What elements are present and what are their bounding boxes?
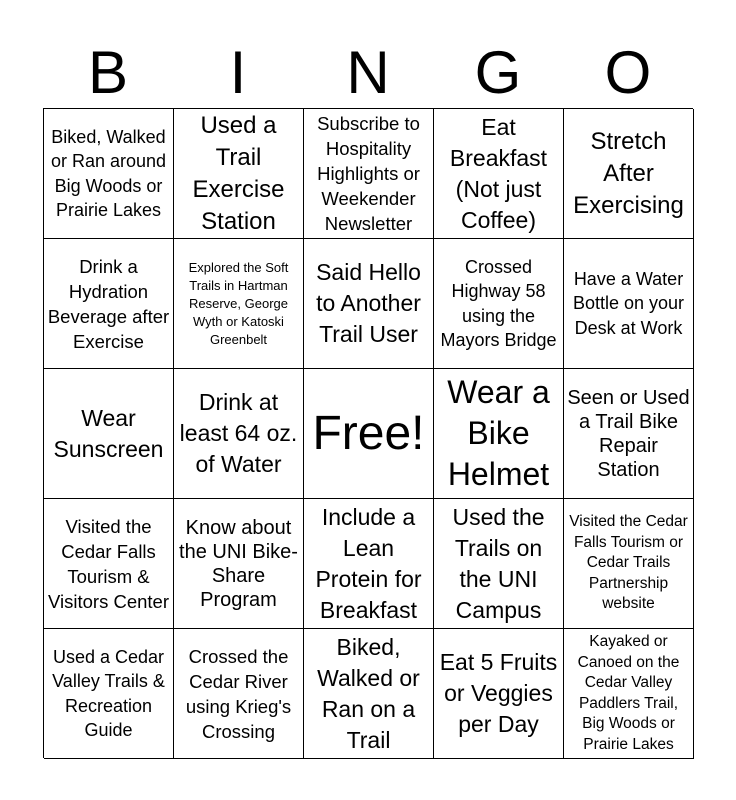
cell-text: Explored the Soft Trails in Hartman Reserve, George Wyth or Katoski Greenbelt <box>188 259 289 347</box>
cell-text: Kayaked or Canoed on the Cedar Valley Paddlers Trail, Big Woods or Prairie Lakes <box>577 633 680 753</box>
bingo-cell-r3-c5[interactable] <box>564 369 694 499</box>
header-letter-o: O <box>604 39 652 106</box>
bingo-cell-r1-c5[interactable] <box>564 109 694 239</box>
cell-text: Seen or Used a Trail Bike Repair Station <box>567 386 690 481</box>
bingo-cell-r2-c2[interactable] <box>174 239 304 369</box>
bingo-cell-r5-c2[interactable] <box>174 629 304 759</box>
cell-text: Crossed the Cedar River using Krieg's Crossing <box>185 645 292 742</box>
cell-text: Drink a Hydration Beverage after Exercise <box>47 255 170 352</box>
bingo-cell-r4-c4[interactable] <box>434 499 564 629</box>
cell-text: Used a Cedar Valley Trails & Recreation Guide <box>52 646 165 740</box>
bingo-cell-r4-c2[interactable] <box>174 499 304 629</box>
cell-text: Eat 5 Fruits or Veggies per Day <box>439 649 558 737</box>
bingo-cell-r5-c5[interactable] <box>564 629 694 759</box>
bingo-cell-r3-c4[interactable] <box>434 369 564 499</box>
bingo-cell-r4-c3[interactable] <box>304 499 434 629</box>
cell-text: Drink at least 64 oz. of Water <box>179 389 298 477</box>
cell-text: Free! <box>312 406 425 460</box>
cell-text: Include a Lean Protein for Breakfast <box>315 503 422 623</box>
header-letter-n: N <box>346 39 390 106</box>
cell-text: Used the Trails on the UNI Campus <box>452 503 545 623</box>
cell-text: Have a Water Bottle on your Desk at Work <box>572 268 685 338</box>
cell-text: Biked, Walked or Ran around Big Woods or Prairie Lakes <box>50 126 167 220</box>
bingo-cell-r4-c5[interactable] <box>564 499 694 629</box>
cell-text: Know about the UNI Bike-Share Program <box>179 516 298 611</box>
cell-text: Used a Trail Exercise Station <box>192 111 285 235</box>
bingo-cell-r2-c1[interactable] <box>44 239 174 369</box>
cell-text: Biked, Walked or Ran on a Trail <box>317 633 420 753</box>
bingo-cell-r5-c4[interactable] <box>434 629 564 759</box>
header-letter-i: I <box>229 39 247 106</box>
header-letter-g: G <box>474 39 522 106</box>
bingo-cell-r1-c1[interactable] <box>44 109 174 239</box>
bingo-cell-r4-c1[interactable] <box>44 499 174 629</box>
cell-text: Subscribe to Hospitality Highlights or Weekender Newsletter <box>317 113 420 234</box>
cell-text: Visited the Cedar Falls Tourism or Cedar Trails Partnership website <box>569 513 688 613</box>
bingo-cell-r1-c2[interactable] <box>174 109 304 239</box>
bingo-cell-r3-c2[interactable] <box>174 369 304 499</box>
bingo-cell-r2-c3[interactable] <box>304 239 434 369</box>
header-letter-b: B <box>87 39 129 106</box>
bingo-cell-r1-c3[interactable] <box>304 109 434 239</box>
cell-text: Crossed Highway 58 using the Mayors Bridge <box>440 256 557 350</box>
bingo-header <box>43 38 693 108</box>
bingo-cell-r1-c4[interactable] <box>434 109 564 239</box>
cell-text: Stretch After Exercising <box>573 127 684 219</box>
bingo-cell-r2-c5[interactable] <box>564 239 694 369</box>
bingo-cell-r5-c3[interactable] <box>304 629 434 759</box>
bingo-board <box>43 108 693 758</box>
bingo-cell-r2-c4[interactable] <box>434 239 564 369</box>
cell-text: Visited the Cedar Falls Tourism & Visitors Center <box>48 515 169 612</box>
cell-text: Wear a Bike Helmet <box>447 374 550 492</box>
bingo-cell-r3-c1[interactable] <box>44 369 174 499</box>
cell-text: Eat Breakfast (Not just Coffee) <box>449 113 548 233</box>
bingo-cell-r5-c1[interactable] <box>44 629 174 759</box>
cell-text: Wear Sunscreen <box>53 404 164 462</box>
cell-text: Said Hello to Another Trail User <box>316 259 421 347</box>
bingo-cell-r3-c3-free[interactable] <box>304 369 434 499</box>
